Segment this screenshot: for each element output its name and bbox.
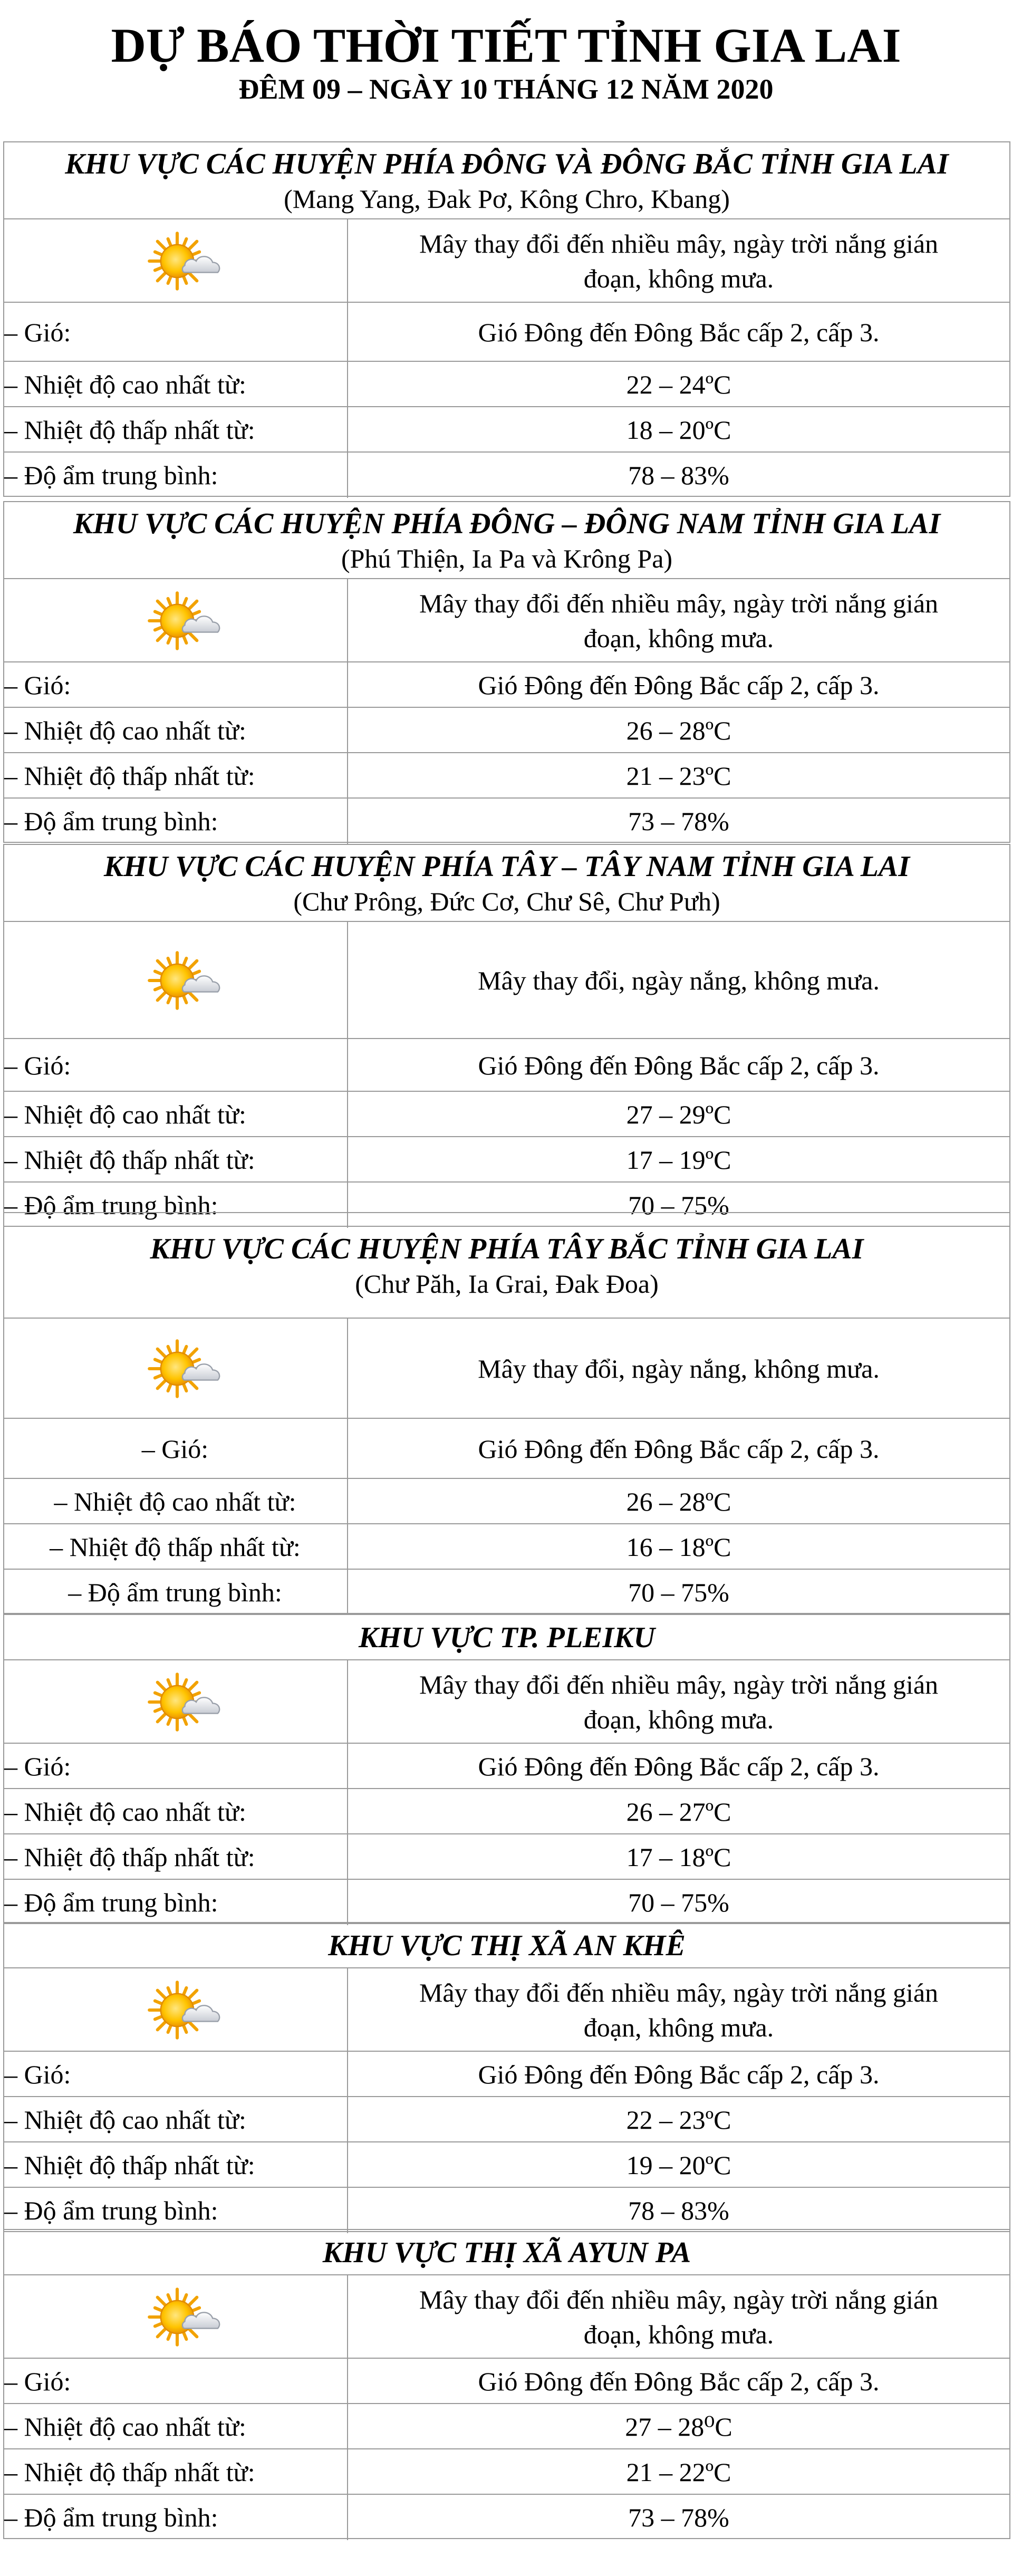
region-title: KHU VỰC CÁC HUYỆN PHÍA ĐÔNG – ĐÔNG NAM TỈNH GIA LAI [73, 507, 941, 540]
region-block [3, 1212, 1010, 1614]
weather-description-text [419, 1667, 938, 1737]
weather-description-line: Mây thay đổi đến nhiều mây, ngày trời nắng gián [419, 1978, 939, 2007]
sun-behind-cloud-icon [146, 1337, 231, 1403]
min-temperature-value: 16 – 18ºC [626, 1532, 731, 1562]
sun-behind-cloud-icon [146, 2285, 231, 2351]
weather-description-line: Mây thay đổi đến nhiều mây, ngày trời nắng gián [419, 229, 939, 258]
humidity-value: 78 – 83% [628, 460, 729, 490]
region-title: KHU VỰC THỊ XÃ AYUN PA [322, 2236, 691, 2269]
forecast-row [4, 1833, 1009, 1879]
humidity-label: – Độ ẩm trung bình: [68, 1578, 282, 1607]
max-temperature-label: – Nhiệt độ cao nhất từ: [4, 1797, 246, 1827]
min-temperature-label: – Nhiệt độ thấp nhất từ: [4, 2150, 255, 2180]
weather-description-line: Mây thay đổi đến nhiều mây, ngày trời nắng gián [419, 589, 939, 618]
weather-description-line: Mây thay đổi, ngày nắng, không mưa. [478, 966, 880, 995]
region-districts: (Chư Păh, Ia Grai, Đak Đoa) [355, 1269, 659, 1299]
forecast-row [4, 1788, 1009, 1833]
min-temperature-value: 17 – 18ºC [626, 1842, 731, 1872]
region-block [3, 141, 1010, 497]
forecast-row [4, 707, 1009, 752]
region-districts: (Phú Thiện, Ia Pa và Krông Pa) [341, 544, 673, 573]
weather-description [348, 219, 1009, 303]
humidity-label: – Độ ẩm trung bình: [4, 460, 218, 490]
region-title: KHU VỰC CÁC HUYỆN PHÍA ĐÔNG VÀ ĐÔNG BẮC TỈNH GIA LAI [65, 148, 949, 180]
humidity-label: – Độ ẩm trung bình: [4, 1888, 218, 1917]
region-header-row [4, 2229, 1009, 2274]
weather-description-text [419, 586, 938, 656]
max-temperature-value: 22 – 24ºC [626, 370, 731, 399]
min-temperature-value: 18 – 20ºC [626, 415, 731, 445]
weather-description-text [419, 1975, 938, 2045]
region-block [3, 844, 1010, 1227]
forecast-row [4, 2187, 1009, 2232]
min-temperature-value: 17 – 19ºC [626, 1145, 731, 1175]
sun-behind-cloud-icon [146, 1670, 231, 1736]
forecast-row [4, 1418, 1009, 1478]
region-header-row [4, 1922, 1009, 1967]
forecast-row [4, 1967, 1009, 2051]
min-temperature-label: – Nhiệt độ thấp nhất từ: [4, 2457, 255, 2487]
max-temperature-value: 27 – 28⁰C [625, 2412, 733, 2442]
weather-description [348, 1968, 1009, 2052]
weather-description [348, 2275, 1009, 2359]
region-title: KHU VỰC TP. PLEIKU [359, 1621, 655, 1654]
region-title: KHU VỰC THỊ XÃ AN KHÊ [328, 1929, 686, 1962]
weather-description-line: đoạn, không mưa. [583, 2320, 774, 2349]
max-temperature-value: 26 – 27ºC [626, 1797, 731, 1827]
forecast-row [4, 451, 1009, 497]
forecast-row [4, 218, 1009, 302]
wind-label: – Gió: [4, 1752, 71, 1781]
region-districts: (Mang Yang, Đak Pơ, Kông Chro, Kbang) [284, 184, 730, 214]
weather-description [348, 1319, 1009, 1419]
wind-value: Gió Đông đến Đông Bắc cấp 2, cấp 3. [478, 1752, 880, 1781]
humidity-value: 78 – 83% [628, 2196, 729, 2225]
weather-description-line: đoạn, không mưa. [583, 623, 774, 653]
wind-label: – Gió: [4, 2367, 71, 2396]
humidity-value: 70 – 75% [628, 1578, 729, 1607]
humidity-value: 70 – 75% [628, 1190, 729, 1220]
wind-value: Gió Đông đến Đông Bắc cấp 2, cấp 3. [478, 318, 880, 347]
max-temperature-label: – Nhiệt độ cao nhất từ: [4, 716, 246, 745]
region-block [3, 501, 1010, 843]
forecast-row [4, 2274, 1009, 2358]
sun-behind-cloud-icon [146, 229, 231, 295]
forecast-row [4, 302, 1009, 361]
humidity-value: 73 – 78% [628, 806, 729, 836]
weather-description-line: đoạn, không mưa. [583, 264, 774, 293]
region-title: KHU VỰC CÁC HUYỆN PHÍA TÂY BẮC TỈNH GIA LAI [150, 1233, 864, 1265]
region-header-row [4, 1614, 1009, 1659]
forecast-row [4, 2448, 1009, 2494]
min-temperature-label: – Nhiệt độ thấp nhất từ: [4, 415, 255, 445]
forecast-row [4, 2096, 1009, 2141]
humidity-label: – Độ ẩm trung bình: [4, 806, 218, 836]
min-temperature-label: – Nhiệt độ thấp nhất từ: [4, 1842, 255, 1872]
weather-description-text [478, 963, 880, 998]
max-temperature-label: – Nhiệt độ cao nhất từ: [4, 2412, 246, 2442]
forecast-row [4, 1318, 1009, 1418]
min-temperature-value: 21 – 22ºC [626, 2457, 731, 2487]
page-title: DỰ BÁO THỜI TIẾT TỈNH GIA LAI [111, 18, 901, 72]
weather-description [348, 922, 1009, 1039]
forecast-row [4, 1478, 1009, 1523]
forecast-row [4, 1743, 1009, 1788]
weather-description-line: đoạn, không mưa. [583, 1705, 774, 1734]
forecast-row [4, 1569, 1009, 1614]
sun-behind-cloud-icon [146, 589, 231, 655]
max-temperature-value: 22 – 23ºC [626, 2105, 731, 2135]
forecast-row [4, 1879, 1009, 1924]
page-subtitle: ĐÊM 09 – NGÀY 10 THÁNG 12 NĂM 2020 [238, 73, 774, 105]
weather-description-line: Mây thay đổi, ngày nắng, không mưa. [478, 1354, 880, 1383]
max-temperature-label: – Nhiệt độ cao nhất từ: [4, 1100, 246, 1129]
weather-description [348, 1660, 1009, 1744]
weather-description [348, 579, 1009, 662]
humidity-value: 73 – 78% [628, 2503, 729, 2532]
region-header-row [4, 844, 1009, 921]
forecast-row [4, 797, 1009, 843]
min-temperature-label: – Nhiệt độ thấp nhất từ: [50, 1532, 301, 1562]
forecast-row [4, 1523, 1009, 1569]
region-header-row [4, 501, 1009, 578]
weather-description-line: Mây thay đổi đến nhiều mây, ngày trời nắng gián [419, 2285, 939, 2314]
wind-value: Gió Đông đến Đông Bắc cấp 2, cấp 3. [478, 2367, 880, 2396]
max-temperature-value: 26 – 28ºC [626, 1487, 731, 1516]
wind-value: Gió Đông đến Đông Bắc cấp 2, cấp 3. [478, 1434, 880, 1464]
forecast-row [4, 578, 1009, 661]
wind-label: – Gió: [4, 318, 71, 347]
max-temperature-value: 27 – 29ºC [626, 1100, 731, 1129]
region-districts: (Chư Prông, Đức Cơ, Chư Sê, Chư Pưh) [293, 887, 720, 916]
forecast-row [4, 1091, 1009, 1136]
max-temperature-label: – Nhiệt độ cao nhất từ: [4, 370, 246, 399]
weather-description-text [419, 226, 938, 296]
forecast-row [4, 752, 1009, 797]
weather-description-text [419, 2282, 938, 2352]
humidity-label: – Độ ẩm trung bình: [4, 1190, 218, 1220]
wind-label: – Gió: [4, 2060, 71, 2089]
humidity-value: 70 – 75% [628, 1888, 729, 1917]
min-temperature-value: 19 – 20ºC [626, 2150, 731, 2180]
max-temperature-label: – Nhiệt độ cao nhất từ: [54, 1487, 296, 1516]
min-temperature-label: – Nhiệt độ thấp nhất từ: [4, 761, 255, 791]
humidity-label: – Độ ẩm trung bình: [4, 2196, 218, 2225]
forecast-row [4, 2141, 1009, 2187]
forecast-row [4, 1038, 1009, 1091]
wind-value: Gió Đông đến Đông Bắc cấp 2, cấp 3. [478, 1051, 880, 1080]
region-block [3, 1922, 1010, 2232]
wind-value: Gió Đông đến Đông Bắc cấp 2, cấp 3. [478, 670, 880, 700]
region-header-row [4, 1212, 1009, 1318]
humidity-label: – Độ ẩm trung bình: [4, 2503, 218, 2532]
region-title: KHU VỰC CÁC HUYỆN PHÍA TÂY – TÂY NAM TỈNH GIA LAI [103, 850, 910, 883]
forecast-row [4, 921, 1009, 1038]
forecast-row [4, 661, 1009, 707]
wind-label: – Gió: [4, 670, 71, 700]
region-header-row [4, 141, 1009, 218]
max-temperature-value: 26 – 28ºC [626, 716, 731, 745]
forecast-row [4, 406, 1009, 451]
forecast-row [4, 2358, 1009, 2403]
wind-value: Gió Đông đến Đông Bắc cấp 2, cấp 3. [478, 2060, 880, 2089]
min-temperature-value: 21 – 23ºC [626, 761, 731, 791]
min-temperature-label: – Nhiệt độ thấp nhất từ: [4, 1145, 255, 1175]
sun-behind-cloud-icon [146, 949, 231, 1015]
forecast-row [4, 2403, 1009, 2448]
forecast-row [4, 361, 1009, 406]
weather-description-line: đoạn, không mưa. [583, 2013, 774, 2042]
wind-label: – Gió: [141, 1434, 209, 1464]
forecast-row [4, 2051, 1009, 2096]
forecast-row [4, 1136, 1009, 1181]
forecast-row [4, 2494, 1009, 2539]
forecast-row [4, 1659, 1009, 1743]
region-block [3, 2229, 1010, 2539]
weather-description-text [478, 1351, 880, 1386]
sun-behind-cloud-icon [146, 1978, 231, 2044]
max-temperature-label: – Nhiệt độ cao nhất từ: [4, 2105, 246, 2135]
weather-description-line: Mây thay đổi đến nhiều mây, ngày trời nắng gián [419, 1670, 939, 1699]
region-block [3, 1614, 1010, 1924]
wind-label: – Gió: [4, 1051, 71, 1080]
